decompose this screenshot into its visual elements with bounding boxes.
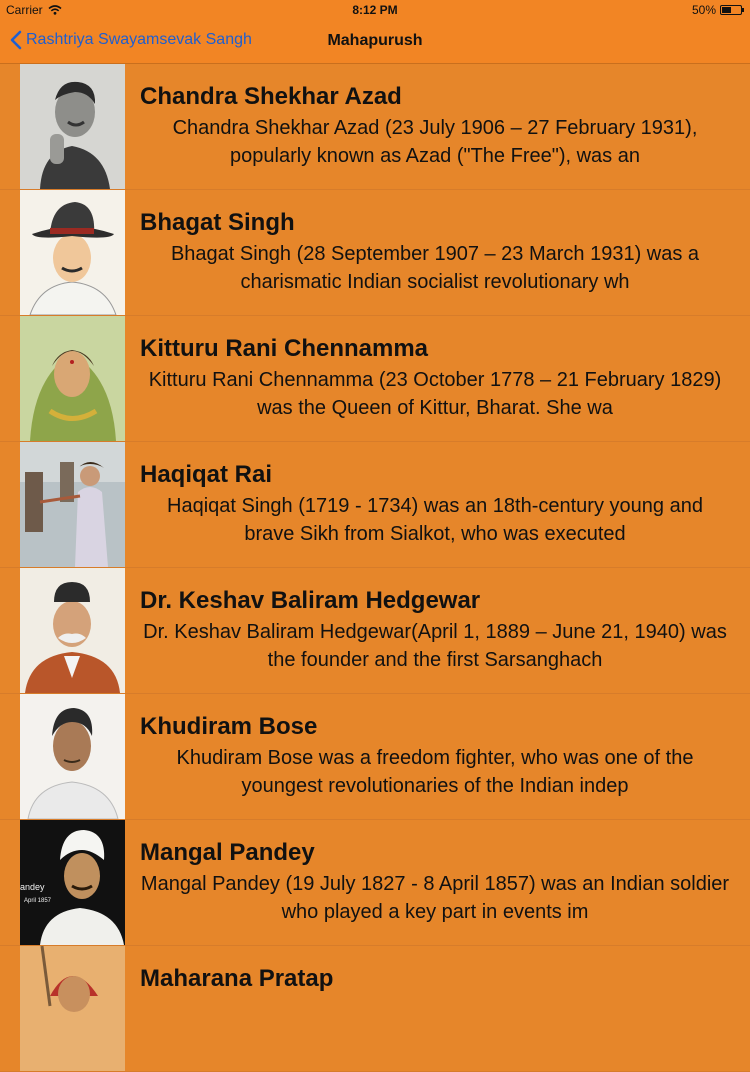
item-title: Bhagat Singh bbox=[140, 209, 295, 236]
item-title: Chandra Shekhar Azad bbox=[140, 83, 402, 110]
navigation-bar bbox=[0, 20, 750, 64]
portrait-image bbox=[20, 316, 125, 441]
battery-icon bbox=[720, 5, 742, 15]
back-button-label: Rashtriya Swayamsevak Sangh bbox=[26, 31, 252, 48]
battery-percent: 50% bbox=[691, 3, 716, 17]
mahapurush-list bbox=[0, 64, 750, 1072]
portrait-image bbox=[20, 694, 125, 819]
item-title: Dr. Keshav Baliram Hedgewar bbox=[140, 587, 481, 614]
page-title: Mahapurush bbox=[327, 32, 423, 49]
image-date: April 1857 bbox=[24, 898, 52, 904]
item-description: Kitturu Rani Chennamma (23 October 1778 – 21 February 1829) was the Queen of Kittur, Bharat. She wa bbox=[148, 369, 722, 419]
item-description bbox=[140, 996, 730, 1052]
carrier-label: Carrier bbox=[6, 3, 43, 17]
status-time: 8:12 PM bbox=[352, 3, 398, 17]
list-item[interactable] bbox=[0, 694, 750, 820]
list-item[interactable] bbox=[0, 442, 750, 568]
status-bar bbox=[0, 0, 750, 20]
item-title: Khudiram Bose bbox=[140, 713, 318, 740]
item-description: Chandra Shekhar Azad (23 July 1906 – 27 February 1931), popularly known as Azad ("The Free"), was an bbox=[172, 117, 698, 167]
item-description: Dr. Keshav Baliram Hedgewar(April 1, 1889 – June 21, 1940) was the founder and the first Sarsanghach bbox=[143, 621, 727, 671]
list-item[interactable] bbox=[0, 316, 750, 442]
list-item[interactable] bbox=[0, 568, 750, 694]
list-item[interactable] bbox=[0, 190, 750, 316]
item-description: Khudiram Bose was a freedom fighter, who was one of the youngest revolutionaries of the Indian indep bbox=[176, 747, 694, 797]
status-right bbox=[692, 3, 742, 17]
portrait-image bbox=[20, 64, 125, 189]
image-caption: andey bbox=[20, 882, 45, 892]
item-description: Haqiqat Singh (1719 - 1734) was an 18th-century young and brave Sikh from Sialkot, who was executed bbox=[167, 495, 703, 545]
portrait-image bbox=[20, 442, 125, 567]
item-title: Haqiqat Rai bbox=[140, 461, 273, 488]
battery-fill bbox=[722, 7, 731, 13]
list-item[interactable] bbox=[0, 64, 750, 190]
list-item[interactable] bbox=[0, 946, 750, 1072]
item-description: Bhagat Singh (28 September 1907 – 23 March 1931) was a charismatic Indian socialist revolutionary wh bbox=[170, 243, 700, 293]
portrait-image bbox=[20, 190, 125, 315]
item-description: Mangal Pandey (19 July 1827 - 8 April 1857) was an Indian soldier who played a key part in events im bbox=[140, 873, 730, 923]
portrait-image bbox=[20, 946, 125, 1071]
portrait-image bbox=[20, 568, 125, 693]
item-title: Maharana Pratap bbox=[140, 965, 334, 992]
list-item[interactable] bbox=[0, 820, 750, 946]
item-title: Kitturu Rani Chennamma bbox=[140, 335, 429, 362]
portrait-image bbox=[20, 820, 125, 945]
item-title: Mangal Pandey bbox=[140, 839, 315, 866]
